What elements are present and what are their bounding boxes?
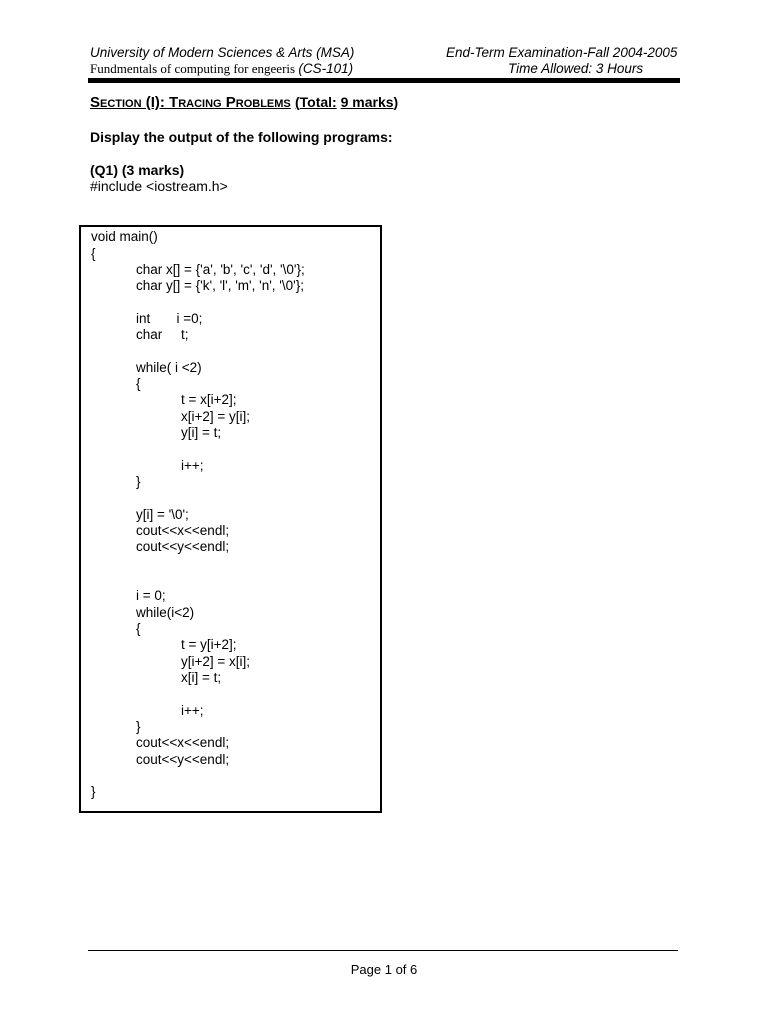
code-line: y[i] = t;	[181, 425, 222, 440]
question-label: (Q1) (3 marks)	[90, 162, 185, 178]
code-line: cout<<y<<endl;	[136, 539, 230, 554]
code-line: y[i+2] = x[i];	[181, 654, 251, 669]
section-total	[295, 94, 398, 110]
page-number: Page 1 of 6	[350, 962, 418, 977]
code-line: char y[] = {'k', 'l', 'm', 'n', '\0'};	[136, 278, 304, 293]
footer-divider	[88, 950, 678, 951]
code-line: {	[136, 376, 141, 391]
code-line: cout<<y<<endl;	[136, 752, 230, 767]
code-line: void main()	[91, 229, 158, 244]
code-line: int i =0;	[136, 311, 203, 326]
course-code: (CS-101)	[298, 61, 354, 76]
code-line: x[i+2] = y[i];	[181, 409, 251, 424]
code-line: {	[91, 246, 96, 261]
total-open: (	[294, 94, 300, 110]
include-directive: #include <iostream.h>	[90, 178, 228, 194]
total-value: 9 marks	[340, 94, 394, 110]
code-box	[79, 225, 382, 813]
header-divider	[88, 78, 680, 83]
code-line: i++;	[181, 703, 204, 718]
section-heading	[90, 94, 398, 111]
code-line: x[i] = t;	[181, 670, 222, 685]
code-line: }	[136, 719, 141, 734]
code-line: y[i] = '\0';	[136, 507, 189, 522]
code-line: {	[136, 621, 141, 636]
code-line: }	[91, 784, 96, 799]
code-line: i++;	[181, 458, 204, 473]
exam-title: End-Term Examination-Fall 2004-2005	[446, 45, 678, 60]
total-label: Total:	[299, 94, 337, 110]
instruction-text: Display the output of the following programs:	[90, 129, 393, 145]
code-line: cout<<x<<endl;	[136, 523, 230, 538]
course-title	[90, 61, 353, 77]
code-line: char x[] = {'a', 'b', 'c', 'd', '\0'};	[136, 262, 305, 277]
code-line: while(i<2)	[136, 605, 195, 620]
code-line: t = x[i+2];	[181, 392, 237, 407]
course-name: Fundmentals of computing for engeeris	[90, 61, 296, 76]
section-title: Section (I): Tracing Problems	[90, 94, 291, 111]
code-line: while( i <2)	[136, 360, 202, 375]
time-allowed: Time Allowed: 3 Hours	[508, 61, 644, 76]
code-line: cout<<x<<endl;	[136, 735, 230, 750]
total-close: )	[393, 94, 399, 110]
university-name: University of Modern Sciences & Arts (MSA)	[90, 45, 355, 60]
code-line: t = y[i+2];	[181, 637, 237, 652]
code-line: i = 0;	[136, 588, 166, 603]
code-line: }	[136, 474, 141, 489]
code-line: char t;	[136, 327, 189, 342]
